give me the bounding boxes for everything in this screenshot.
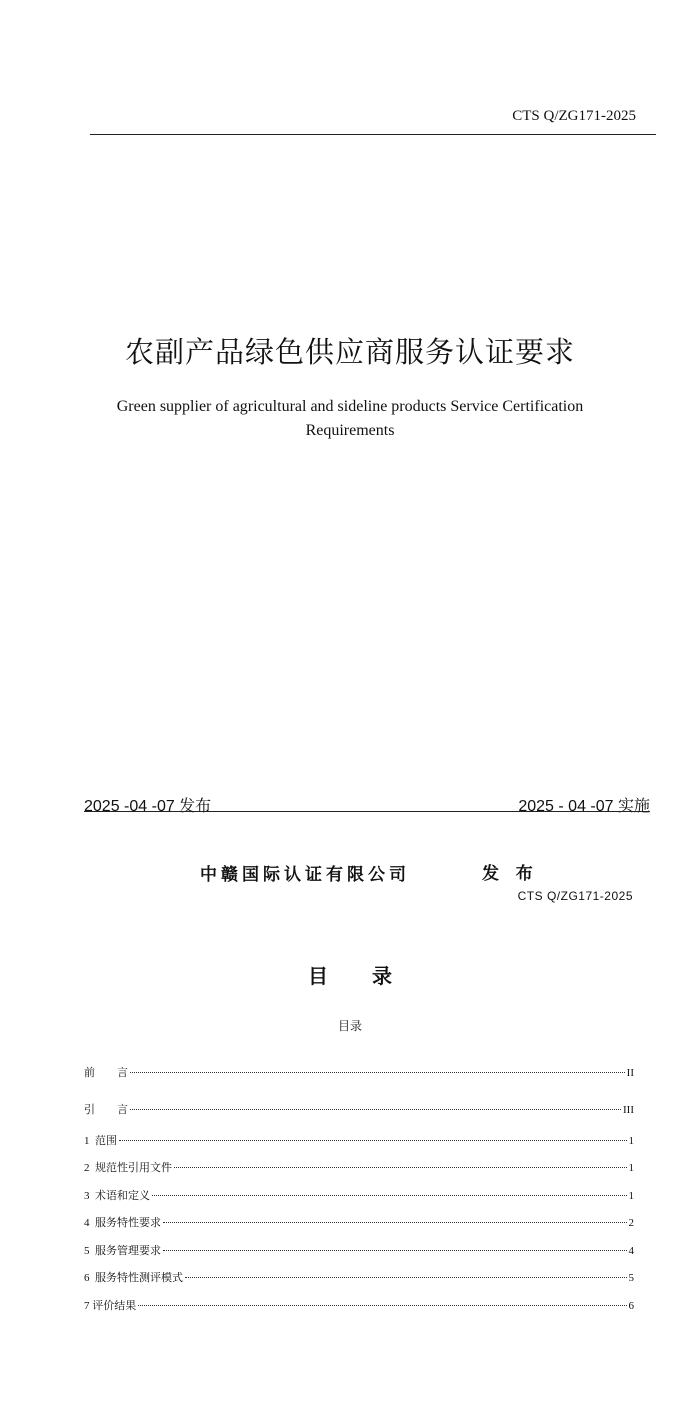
toc-item-scope[interactable] — [84, 1132, 634, 1148]
issuer-name: 中赣国际认证有限公司 — [200, 865, 410, 884]
toc-item-label: 4 服务特性要求 — [84, 1217, 161, 1229]
toc-item-label: 7 评价结果 — [84, 1300, 137, 1312]
toc-item-normative-references[interactable] — [84, 1159, 634, 1175]
toc-item-introduction[interactable] — [84, 1101, 634, 1117]
toc-heading-right: 录 — [372, 966, 392, 988]
toc-heading — [0, 960, 700, 989]
toc-heading-left: 目 — [308, 966, 328, 988]
toc-item-label: 引 言 — [84, 1104, 128, 1116]
document-title-cn: 农副产品绿色供应商服务认证要求 — [124, 337, 575, 369]
cover-standard-code: CTS Q/ZG171-2025 — [517, 889, 633, 903]
toc-leader-dots — [130, 1109, 621, 1110]
toc-leader-dots — [138, 1305, 626, 1306]
toc-subheading: 目录 — [337, 1019, 362, 1033]
toc-item-page: 6 — [628, 1300, 634, 1312]
header-standard-code: CTS Q/ZG171-2025 — [512, 108, 636, 124]
toc-leader-dots — [174, 1167, 627, 1168]
toc-item-foreword[interactable] — [84, 1064, 634, 1080]
toc-item-page: 4 — [628, 1245, 634, 1257]
issue-word: 发 布 — [482, 864, 539, 883]
toc-item-label: 5 服务管理要求 — [84, 1245, 161, 1257]
toc-leader-dots — [163, 1222, 627, 1223]
toc-item-management-requirements[interactable] — [84, 1242, 634, 1258]
publish-date: 2025 -04 -07 发布 — [84, 798, 212, 815]
toc-item-label: 1 范围 — [84, 1135, 117, 1147]
toc-leader-dots — [185, 1277, 627, 1278]
toc-leader-dots — [119, 1140, 627, 1141]
toc-item-page: II — [626, 1067, 634, 1079]
toc-item-service-requirements[interactable] — [84, 1214, 634, 1230]
toc-item-label: 6 服务特性测评模式 — [84, 1272, 183, 1284]
toc-item-terms-definitions[interactable] — [84, 1187, 634, 1203]
toc-item-page: 1 — [628, 1162, 634, 1174]
toc-leader-dots — [163, 1250, 627, 1251]
toc-item-evaluation-mode[interactable] — [84, 1269, 634, 1285]
toc-leader-dots — [152, 1195, 627, 1196]
toc-item-evaluation-results[interactable] — [84, 1297, 634, 1313]
toc-item-label: 2 规范性引用文件 — [84, 1162, 172, 1174]
toc-leader-dots — [130, 1072, 625, 1073]
toc-item-page: 5 — [628, 1272, 634, 1284]
date-rule — [84, 811, 650, 812]
header-rule — [90, 134, 656, 135]
document-title-en: Green supplier of agricultural and sideline products Service Certification Requirements — [116, 398, 584, 439]
toc-item-page: 1 — [628, 1190, 634, 1202]
toc-item-page: III — [623, 1104, 634, 1116]
toc-item-label: 前 言 — [84, 1067, 128, 1079]
toc-item-page: 1 — [628, 1135, 634, 1147]
toc-item-page: 2 — [628, 1217, 634, 1229]
toc-item-label: 3 术语和定义 — [84, 1190, 150, 1202]
implement-date: 2025 - 04 -07 实施 — [518, 798, 650, 815]
